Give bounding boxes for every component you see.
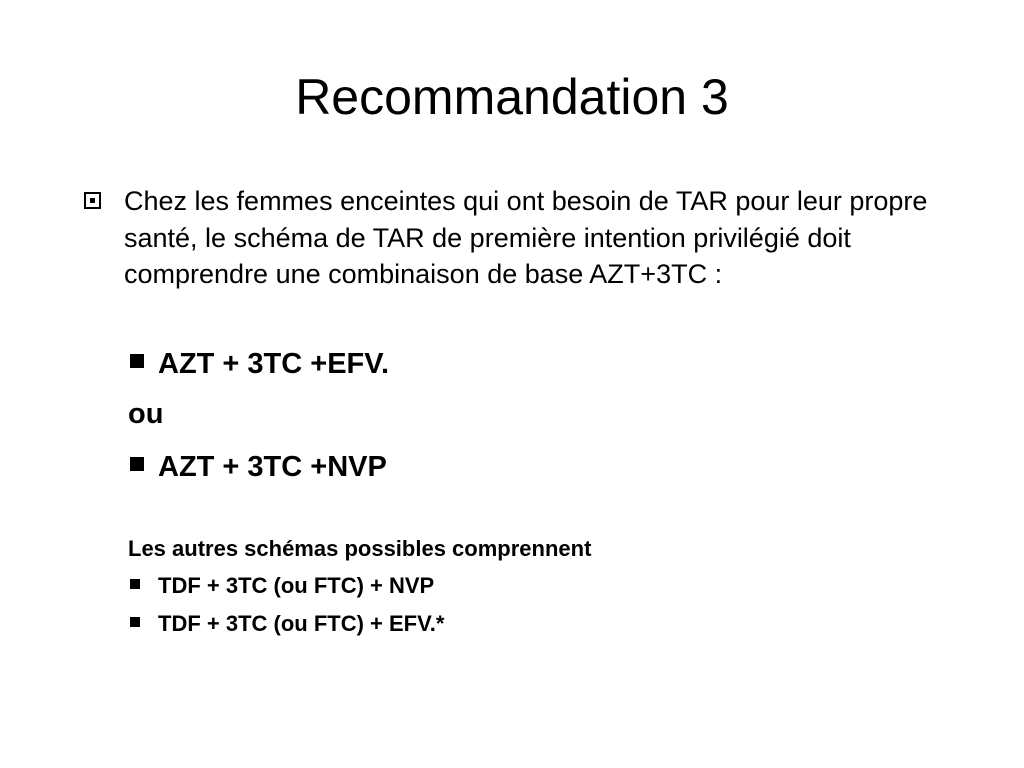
- regimen-1-text: AZT + 3TC +EFV.: [158, 348, 389, 380]
- other-regimen-2-text: TDF + 3TC (ou FTC) + EFV.*: [158, 611, 445, 636]
- regimen-item-1: [130, 346, 389, 382]
- other-regimen-1-text: TDF + 3TC (ou FTC) + NVP: [158, 573, 435, 598]
- square-bullet-icon: [130, 579, 140, 589]
- other-regimens-heading: Les autres schémas possibles comprennent: [128, 536, 592, 561]
- other-regimen-item-2: [130, 609, 444, 639]
- regimen-item-2: [130, 449, 387, 485]
- main-bullet-text: Chez les femmes enceintes qui ont besoin de TAR pour leur propre santé, le schéma de TAR de première intention privilégié doit comprendre une combinaison de base AZT+3TC :: [124, 186, 928, 289]
- square-bullet-icon: [130, 457, 144, 471]
- box-bullet-icon: [84, 192, 101, 209]
- square-bullet-icon: [130, 354, 144, 368]
- regimen-2-text: AZT + 3TC +NVP: [158, 451, 387, 483]
- slide-title: Recommandation 3: [295, 69, 729, 125]
- or-label: ou: [128, 398, 164, 430]
- square-bullet-icon: [130, 617, 140, 627]
- other-regimen-item-1: [130, 571, 434, 601]
